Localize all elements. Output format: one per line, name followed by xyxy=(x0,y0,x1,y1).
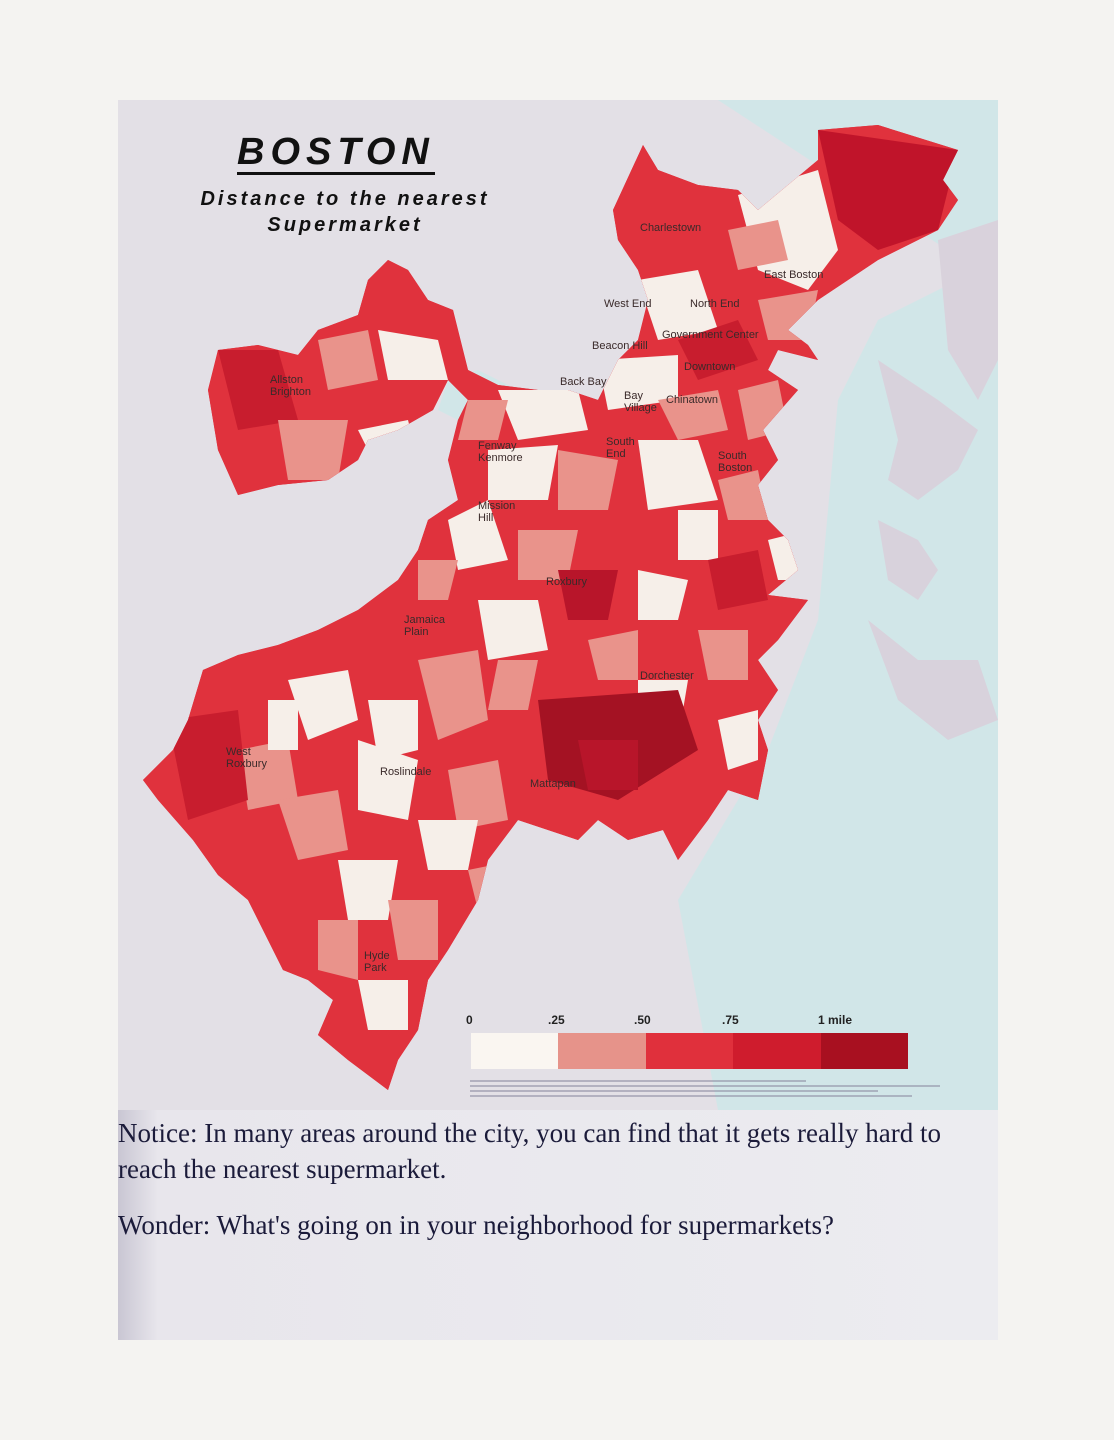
neighborhood-label: West End xyxy=(604,298,652,310)
caption xyxy=(118,1115,998,1243)
map-title: BOSTON xyxy=(237,131,435,173)
neighborhood-label: Mission Hill xyxy=(478,500,516,524)
neighborhood-label: Fenway Kenmore xyxy=(478,440,523,464)
neighborhood-label: Downtown xyxy=(684,361,736,373)
neighborhood-label: South End xyxy=(606,436,635,460)
neighborhood-label: Back Bay xyxy=(560,376,607,388)
legend-swatch xyxy=(821,1033,908,1069)
legend-swatch xyxy=(733,1033,820,1069)
wonder-text: Wonder: What's going on in your neighborhood for supermarkets? xyxy=(118,1210,835,1240)
neighborhood-label: North End xyxy=(690,298,740,310)
neighborhood-label: South Boston xyxy=(718,450,753,474)
neighborhood-label: Mattapan xyxy=(530,778,576,790)
legend-tick: 1 mile xyxy=(818,1013,853,1027)
map-subtitle: Distance to the nearest Supermarket xyxy=(200,188,490,236)
legend-swatch xyxy=(471,1033,558,1069)
boston-map xyxy=(118,100,998,1110)
legend-color-scale xyxy=(471,1033,908,1069)
neighborhood-label: Allston Brighton xyxy=(270,374,311,398)
legend-tick-labels xyxy=(460,1013,920,1029)
legend-swatch xyxy=(558,1033,645,1069)
legend-tick: 0 xyxy=(466,1013,473,1027)
neighborhood-label: West Roxbury xyxy=(226,746,267,770)
legend-tick: .50 xyxy=(634,1013,651,1027)
neighborhood-label: Bay Village xyxy=(624,390,657,414)
legend-tick: .25 xyxy=(548,1013,565,1027)
source-fine-print xyxy=(470,1080,950,1100)
neighborhood-label: Roxbury xyxy=(546,576,587,588)
neighborhood-label: East Boston xyxy=(764,269,824,281)
neighborhood-label: Charlestown xyxy=(640,222,702,234)
legend-swatch xyxy=(646,1033,733,1069)
neighborhood-label: Jamaica Plain xyxy=(404,614,445,638)
legend-tick: .75 xyxy=(722,1013,739,1027)
neighborhood-label: Beacon Hill xyxy=(592,340,648,352)
neighborhood-label: Chinatown xyxy=(666,394,718,406)
neighborhood-label: Hyde Park xyxy=(364,950,390,974)
neighborhood-label: Roslindale xyxy=(380,766,432,778)
neighborhood-label: Government Center xyxy=(662,329,759,341)
notice-text: Notice: In many areas around the city, you can find that it gets really hard to reach the nearest supermarket. xyxy=(118,1118,941,1184)
neighborhood-label: Dorchester xyxy=(640,670,694,682)
